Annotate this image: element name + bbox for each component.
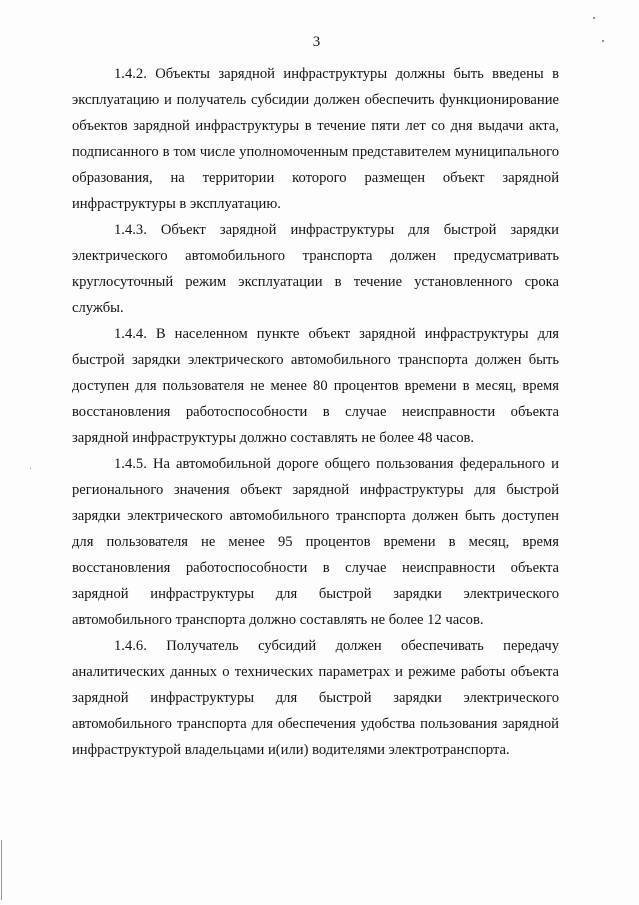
scan-speck	[593, 17, 595, 19]
document-body	[72, 61, 559, 763]
paragraph-1-4-2: 1.4.2. Объекты зарядной инфраструктуры должны быть введены в эксплуатацию и получатель субсидии должен обеспечить функционирование объектов зарядной инфраструктуры в течение пяти лет со дня выдачи акта, подписанного в том числе уполномоченным представителем муниципального образования, на территории которого размещен объект зарядной инфраструктуры в эксплуатацию.	[72, 66, 559, 212]
paragraph-1-4-3: 1.4.3. Объект зарядной инфраструктуры для быстрой зарядки электрического автомобильного транспорта должен предусматривать круглосуточный режим эксплуатации в течение установленного срока службы.	[72, 222, 559, 316]
scan-edge-mark	[1, 840, 2, 900]
scan-speck	[30, 468, 31, 469]
scan-speck	[602, 40, 604, 42]
paragraph-1-4-6: 1.4.6. Получатель субсидий должен обеспечивать передачу аналитических данных о технических параметрах и режиме работы объекта зарядной инфраструктуры для быстрой зарядки электрического автомобильного транспорта для обеспечения удобства пользования зарядной инфраструктурой владельцами и(или) водителями электротранспорта.	[72, 638, 559, 758]
paragraph-1-4-4: 1.4.4. В населенном пункте объект зарядной инфраструктуры для быстрой зарядки электрического автомобильного транспорта должен быть доступен для пользователя не менее 80 процентов времени в месяц, время восстановления работоспособности в случае неисправности объекта зарядной инфраструктуры должно составлять не более 48 часов.	[72, 326, 559, 446]
page-number: 3	[312, 34, 321, 50]
paragraph-1-4-5: 1.4.5. На автомобильной дороге общего пользования федерального и регионального значения объект зарядной инфраструктуры для быстрой зарядки электрического автомобильного транспорта должен быть доступен для пользователя не менее 95 процентов времени в месяц, время восстановления работоспособности в случае неисправности объекта зарядной инфраструктуры для быстрой зарядки электрического автомобильного транспорта должно составлять не более 12 часов.	[72, 456, 559, 628]
